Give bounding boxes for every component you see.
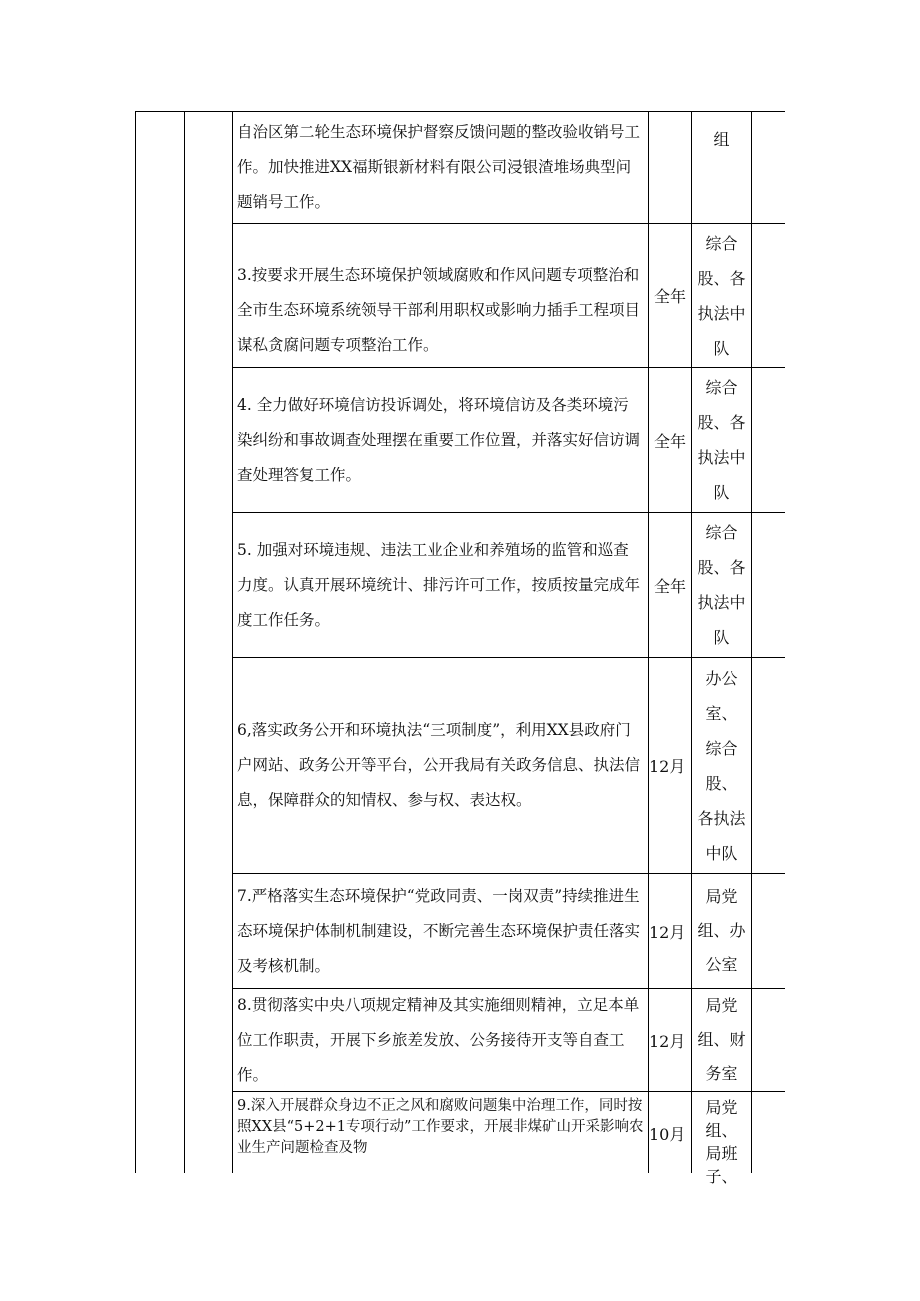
dept-cell-row-7 xyxy=(692,1092,751,1186)
dept-cell-row-3 xyxy=(692,513,751,657)
task-cell-row-6 xyxy=(233,989,648,1091)
time-text: 全年 xyxy=(653,431,686,451)
task-cell-row-0 xyxy=(233,112,648,223)
col-line-1 xyxy=(135,111,136,1173)
time-cell-row-4 xyxy=(649,658,691,873)
task-cell-row-5 xyxy=(233,874,648,988)
dept-text: 局党组、 局班子、 xyxy=(705,1098,738,1186)
task-text: 5. 加强对环境违规、违法工业企业和养殖场的监管和巡查力度。认真开展环境统计、排污许可工作，按质按量完成年度工作任务。 xyxy=(237,540,641,629)
task-text: 6,落实政务公开和环境执法“三项制度”，利用XX县政府门户网站、政务公开等平台，公开我局有关政务信息、执法信息，保障群众的知情权、参与权、表达权。 xyxy=(237,721,641,809)
task-text: 8.贯彻落实中央八项规定精神及其实施细则精神，立足本单位工作职责，开展下乡旅差发放、公务接待开支等自查工作。 xyxy=(237,995,640,1084)
col-line-6 xyxy=(751,111,752,1173)
time-cell-row-2 xyxy=(649,368,691,512)
dept-cell-row-2 xyxy=(692,368,751,512)
dept-cell-row-0 xyxy=(692,112,751,223)
time-cell-row-6 xyxy=(649,989,691,1091)
time-text: 12月 xyxy=(649,922,686,942)
time-cell-row-5 xyxy=(649,874,691,988)
time-cell-row-0 xyxy=(649,112,691,223)
dept-text: 办公室、 综合股、 各执法 中队 xyxy=(697,669,746,863)
task-text: 自治区第二轮生态环境保护督察反馈问题的整改验收销号工作。加快推进XX福斯银新材料有限公司浸银渣堆场典型问题销号工作。 xyxy=(237,123,641,211)
dept-cell-row-5 xyxy=(692,874,751,988)
task-cell-row-2 xyxy=(233,368,648,512)
dept-text: 综合 股、各 执法中 队 xyxy=(697,523,746,647)
time-cell-row-7 xyxy=(649,1092,691,1173)
dept-cell-row-1 xyxy=(692,224,751,367)
task-cell-row-7 xyxy=(233,1092,648,1173)
task-cell-row-1 xyxy=(233,224,648,367)
time-text: 12月 xyxy=(649,1031,686,1051)
col-line-2 xyxy=(184,111,185,1173)
dept-cell-row-6 xyxy=(692,989,751,1091)
time-text: 12月 xyxy=(649,757,686,776)
task-text: 3.按要求开展生态环境保护领域腐败和作风问题专项整治和全市生态环境系统领导干部利用职权或影响力插手工程项目谋私贪腐问题专项整治工作。 xyxy=(237,266,641,354)
time-cell-row-3 xyxy=(649,513,691,657)
dept-text: 组 xyxy=(713,130,730,149)
dept-text: 综合 股、各 执法中 队 xyxy=(697,378,746,502)
time-cell-row-1 xyxy=(649,224,691,367)
task-cell-row-4 xyxy=(233,658,648,873)
task-text: 7.严格落实生态环境保护“党政同责、一岗双责”持续推进生态环境保护体制机制建设，不断完善生态环境保护责任落实及考核机制。 xyxy=(237,886,641,975)
dept-text: 局党 组、财 务室 xyxy=(697,996,746,1083)
dept-text: 局党 组、办 公室 xyxy=(697,887,746,974)
time-text: 10月 xyxy=(649,1125,686,1144)
task-text: 9.深入开展群众身边不正之风和腐败问题集中治理工作，同时按照XX县“5+2+1专项行动”工作要求，开展非煤矿山开采影响农业生产问题检查及物 xyxy=(237,1098,644,1156)
time-text: 全年 xyxy=(653,287,686,306)
task-cell-row-3 xyxy=(233,513,648,657)
dept-cell-row-4 xyxy=(692,658,751,873)
time-text: 全年 xyxy=(653,576,686,596)
task-text: 4. 全力做好环境信访投诉调处，将环境信访及各类环境污染纠纷和事故调查处理摆在重要工作位置，并落实好信访调查处理答复工作。 xyxy=(237,395,641,484)
dept-text: 综合 股、各 执法中 队 xyxy=(697,233,746,358)
